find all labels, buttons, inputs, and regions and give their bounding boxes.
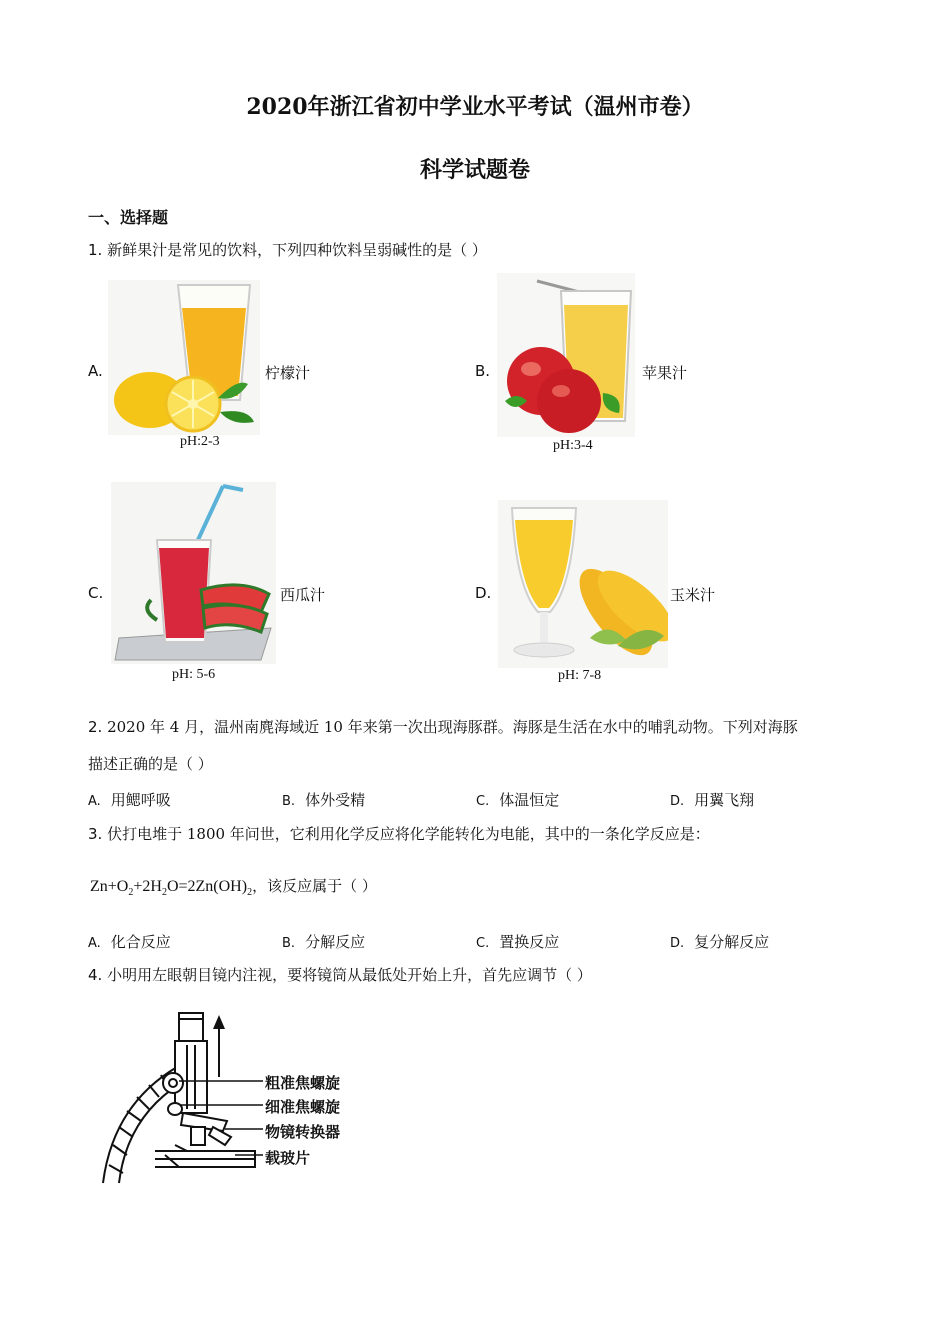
question-4 <box>88 965 592 985</box>
fine-focus-label: 细准焦螺旋 <box>265 1098 341 1116</box>
microscope-diagram <box>95 1005 265 1190</box>
question-text: 新鲜果汁是常见的饮料，下列四种饮料呈弱碱性的是（ ） <box>107 241 487 259</box>
slide-label: 载玻片 <box>265 1149 311 1167</box>
choice-2b[interactable]: B. 体外受精 <box>282 791 366 809</box>
option-name-a: 柠檬汁 <box>265 364 311 382</box>
question-text-after: ，该反应属于（ ） <box>252 877 377 895</box>
choice-3d[interactable]: D. 复分解反应 <box>670 933 770 951</box>
option-label-c: C. <box>88 584 104 602</box>
choice-3a[interactable]: A. 化合反应 <box>88 933 171 951</box>
apple-juice-image <box>497 273 635 437</box>
ph-label-c: pH: 5-6 <box>172 667 216 682</box>
choice-2d[interactable]: D. 用翼飞翔 <box>670 791 755 809</box>
option-label-a: A. <box>88 362 103 380</box>
question-3 <box>88 824 710 844</box>
question-number: 4. <box>88 966 103 984</box>
corn-juice-image <box>498 500 668 668</box>
question-number: 2. <box>88 718 103 736</box>
page-title: 2020年浙江省初中学业水平考试（温州市卷） <box>246 94 704 120</box>
question-text-line1: 2020 年 4 月，温州南麂海域近 10 年来第一次出现海豚群。海豚是生活在水中的哺乳动物。下列对海豚 <box>107 718 798 736</box>
question-2 <box>88 717 798 737</box>
watermelon-juice-image <box>111 482 276 664</box>
section-heading: 一、选择题 <box>88 208 169 227</box>
option-name-b: 苹果汁 <box>642 364 688 382</box>
question-1 <box>88 240 487 260</box>
choice-2c[interactable]: C. 体温恒定 <box>476 791 560 809</box>
choice-2a[interactable]: A. 用鳃呼吸 <box>88 791 171 809</box>
option-name-c: 西瓜汁 <box>280 586 326 604</box>
ph-label-d: pH: 7-8 <box>558 668 602 683</box>
ph-label-a: pH:2-3 <box>180 434 220 449</box>
coarse-focus-label: 粗准焦螺旋 <box>265 1074 341 1092</box>
nosepiece-label: 物镜转换器 <box>265 1123 341 1141</box>
question-3-formula-line <box>90 876 377 903</box>
question-text: 小明用左眼朝目镜内注视，要将镜筒从最低处开始上升，首先应调节（ ） <box>107 966 592 984</box>
choice-3c[interactable]: C. 置换反应 <box>476 933 560 951</box>
question-number: 1. <box>88 241 103 259</box>
question-number: 3. <box>88 825 103 843</box>
choice-3b[interactable]: B. 分解反应 <box>282 933 366 951</box>
option-label-d: D. <box>475 584 492 602</box>
page-subtitle: 科学试题卷 <box>419 157 530 183</box>
lemon-juice-image <box>108 280 260 435</box>
ph-label-b: pH:3-4 <box>553 438 593 453</box>
option-label-b: B. <box>475 362 491 380</box>
question-2-line2: 描述正确的是（ ） <box>88 755 213 773</box>
reaction-formula: $Zn+O_2+2H_2O=2Zn(OH)_2$ <box>90 878 253 899</box>
option-name-d: 玉米汁 <box>670 586 716 604</box>
question-text: 伏打电堆于 1800 年问世，它利用化学反应将化学能转化为电能，其中的一条化学反应是： <box>107 825 710 843</box>
